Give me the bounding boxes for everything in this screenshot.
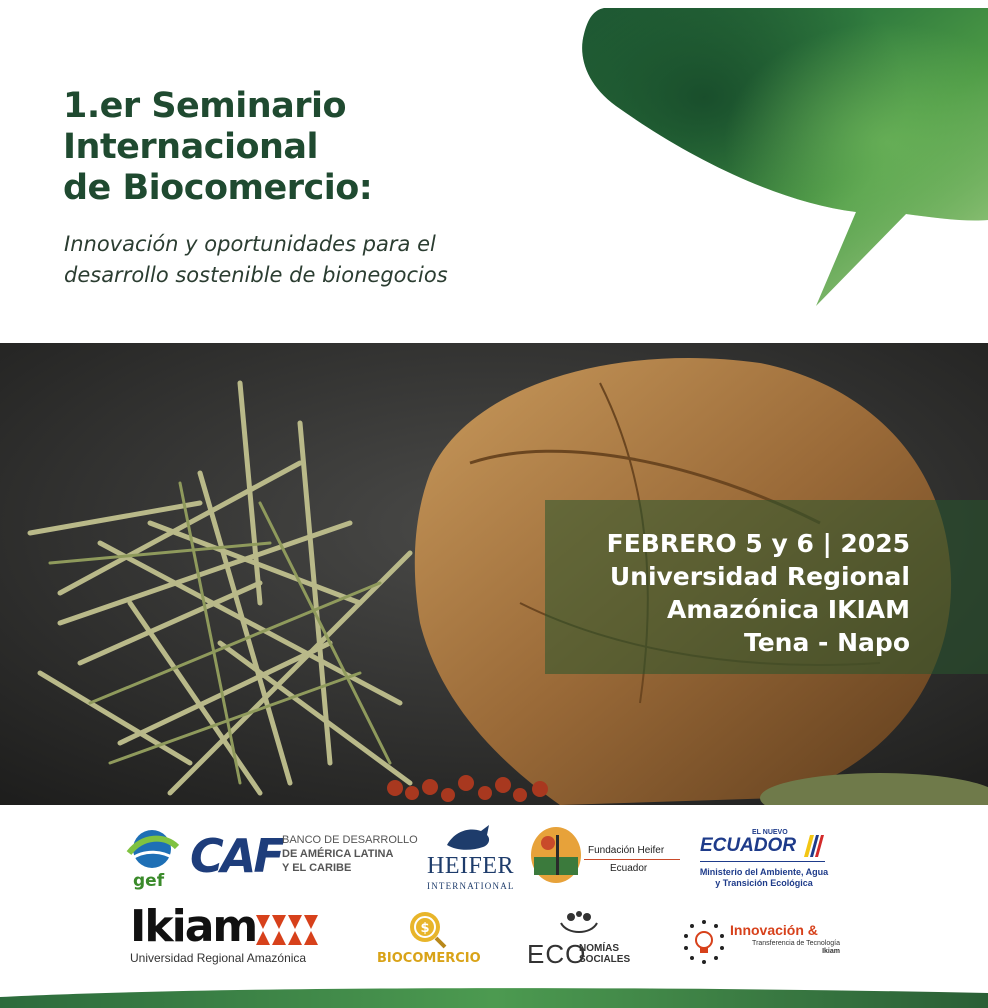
page-title [63,86,523,209]
gef-label: gef [133,871,165,891]
ecuador-wordmark: ECUADOR [700,835,797,856]
innovacion-transferencia-logo [682,920,840,970]
ecuador-flag-stripes-icon [798,833,824,859]
heifer-wordmark: HEIFER [427,853,514,879]
ikiam-subtitle: Universidad Regional Amazónica [130,951,307,965]
heifer-logo [425,823,515,893]
innovacion-subtitle [730,940,840,956]
fundacion-line-2: Ecuador [610,863,648,874]
svg-text:$: $ [420,921,430,936]
gef-logo [125,825,180,895]
fundacion-line-1: Fundación Heifer [588,845,665,856]
caf-logo [190,829,430,889]
ministerio-ambiente-logo [700,829,830,899]
header-section [0,0,988,343]
ikiam-logo [130,901,330,971]
title-line-2: Internacional [63,127,319,167]
economias-sociales-logo [527,909,637,973]
innovacion-bulb-icon [682,920,726,964]
ikiam-pattern-icon [256,915,318,945]
page-subtitle [64,229,584,291]
ecuador-top-label: EL NUEVO [752,829,788,836]
innovacion-line-1: Transferencia de Tecnología [752,940,840,947]
caf-subtitle [282,833,418,875]
subtitle-line-1: Innovación y oportunidades para el [64,232,436,256]
event-date: FEBRERO 5 y 6 | 2025 [606,529,910,558]
title-line-1: 1.er Seminario [63,86,347,126]
innovacion-title: Innovación & [730,922,818,938]
caf-wordmark: CAF [190,829,282,883]
gef-globe-icon [125,825,180,873]
event-location: Tena - Napo [743,628,910,657]
fundacion-divider [584,859,680,860]
title-line-3: de Biocomercio: [63,168,373,208]
event-info [607,527,910,659]
economias-line-1: NOMÍAS [579,943,619,954]
caf-line-1: BANCO DE DESARROLLO [282,834,418,846]
speech-bubble-watercolor [576,6,988,310]
biocomercio-coin-icon [405,909,449,949]
heifer-calf-icon [445,823,495,853]
economias-line-2: SOCIALES [579,954,631,965]
event-venue-line-2: Amazónica IKIAM [667,595,910,624]
economias-hands-icon [557,909,601,937]
fundacion-heifer-emblem-icon [528,823,584,885]
economias-eco: ECO [527,939,587,969]
event-venue-line-1: Universidad Regional [609,562,910,591]
ministerio-line-2: y Transición Ecológica [715,878,813,888]
ikiam-wordmark: Ikiam [130,901,257,952]
economias-text [579,943,630,965]
fundacion-heifer-logo [528,823,688,893]
ministerio-line-1: Ministerio del Ambiente, Agua [699,867,829,877]
subtitle-line-2: desarrollo sostenible de bionegocios [64,263,448,287]
heifer-subtitle: INTERNATIONAL [427,881,515,891]
sponsor-logos [0,805,988,990]
caf-line-2: DE AMÉRICA LATINA [282,848,394,860]
ministerio-divider [700,861,825,862]
innovacion-line-2: Ikiam [822,948,840,955]
footer-green-band [0,985,988,1008]
biocomercio-logo [375,909,485,973]
ministerio-label [694,867,834,889]
caf-line-3: Y EL CARIBE [282,862,352,874]
biocomercio-label: BIOCOMERCIO [377,951,481,966]
